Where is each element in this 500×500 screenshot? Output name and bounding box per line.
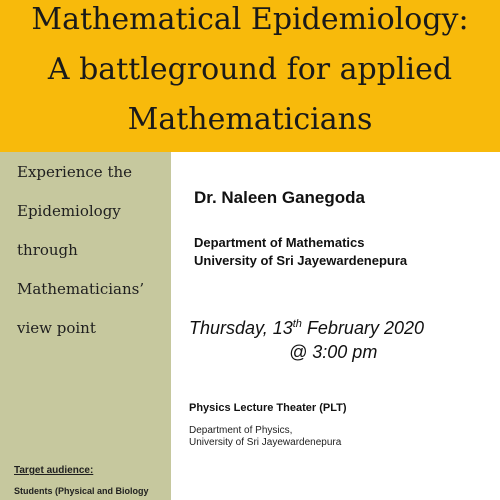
venue-name: Physics Lecture Theater (PLT) — [189, 402, 347, 414]
date-prefix: Thursday, 13 — [189, 318, 293, 338]
target-audience-label: Target audience: — [14, 465, 94, 476]
sidebar-line-1: Experience the — [17, 163, 133, 181]
speaker-name: Dr. Naleen Ganegoda — [194, 188, 365, 207]
venue-department: Department of Physics, — [189, 425, 293, 436]
sidebar-panel — [0, 152, 171, 500]
sidebar-line-3: through — [17, 241, 78, 259]
title-banner — [0, 0, 500, 152]
speaker-university: University of Sri Jayewardenepura — [194, 253, 408, 268]
target-audience-text: Students (Physical and Biology — [14, 486, 149, 496]
title-line-3: Mathematicians — [127, 102, 373, 137]
date-suffix: th — [292, 318, 302, 330]
venue-university: University of Sri Jayewardenepura — [189, 437, 342, 448]
main-panel — [171, 152, 500, 500]
event-time: @ 3:00 pm — [289, 342, 378, 362]
speaker-department: Department of Mathematics — [194, 235, 365, 250]
title-line-1: Mathematical Epidemiology: — [31, 2, 469, 37]
title-line-2: A battleground for applied — [47, 52, 453, 87]
date-rest: February 2020 — [301, 318, 424, 338]
sidebar-line-5: view point — [17, 319, 96, 337]
sidebar-line-4: Mathematicians’ — [17, 280, 145, 298]
event-date — [189, 318, 424, 339]
sidebar-line-2: Epidemiology — [17, 202, 121, 220]
